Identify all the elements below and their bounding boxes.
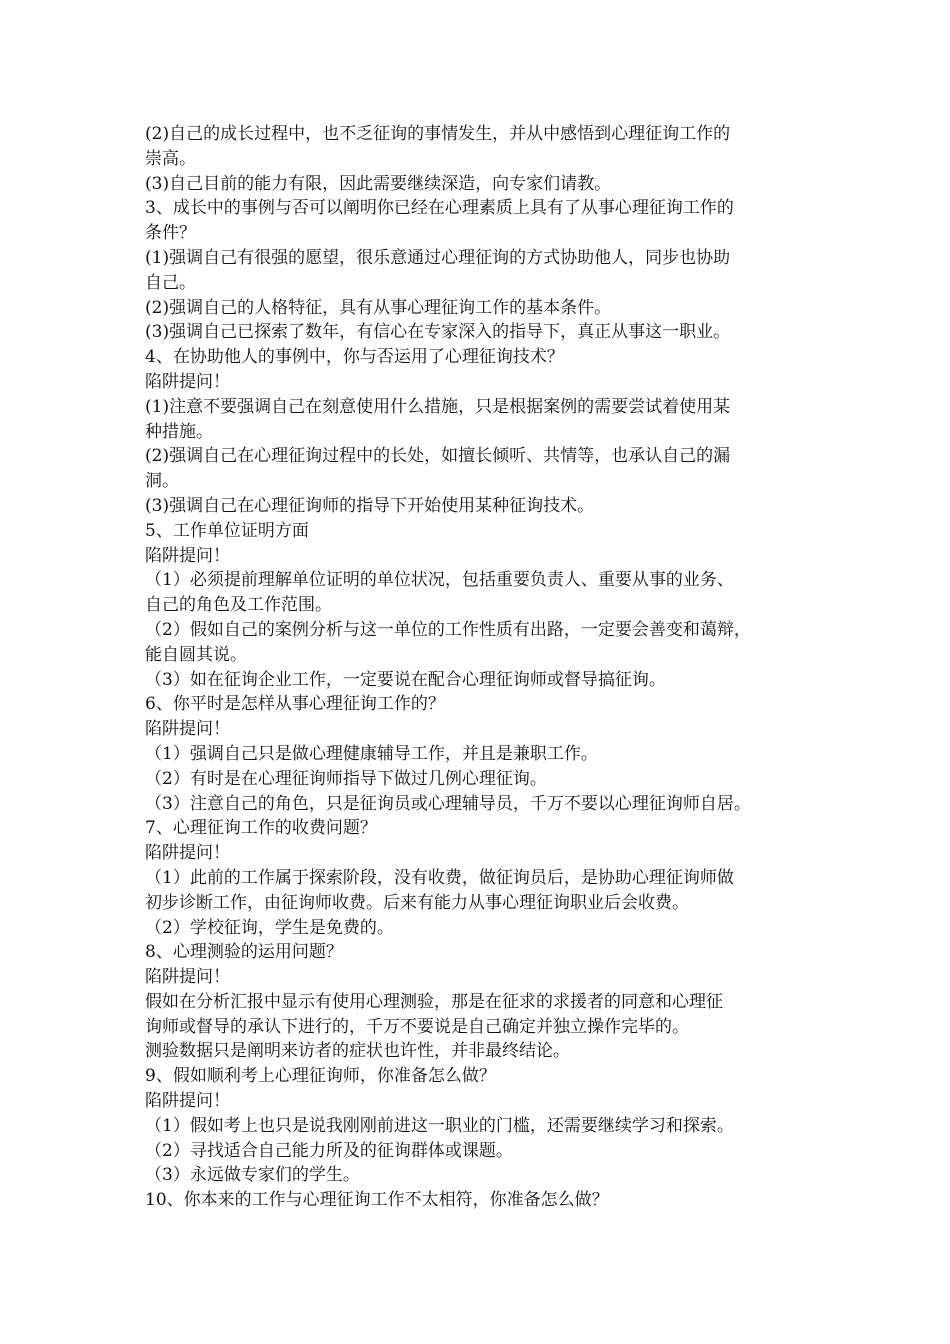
- text-line: (3)强调自己已探索了数年，有信心在专家深入的指导下，真正从事这一职业。: [145, 322, 731, 343]
- text-line: 初步诊断工作，由征询师收费。后来有能力从事心理征询职业后会收费。: [145, 892, 689, 913]
- text-line: 陷阱提问！: [145, 371, 230, 392]
- text-line: （2）学校征询，学生是免费的。: [145, 917, 394, 938]
- text-line: （2）假如自己的案例分析与这一单位的工作性质有出路，一定要会善变和蔼辩，: [145, 619, 751, 640]
- text-line: 6、你平时是怎样从事心理征询工作的？: [145, 694, 445, 715]
- text-line: (2)自己的成长过程中，也不乏征询的事情发生，并从中感悟到心理征询工作的: [145, 124, 731, 144]
- text-line: （1）此前的工作属于探索阶段，没有收费，做征询员后，是协助心理征询师做: [145, 867, 734, 888]
- document-body: [145, 122, 817, 1213]
- text-line: 自己的角色及工作范围。: [145, 595, 332, 616]
- text-line: （1）强调自己只是做心理健康辅导工作，并且是兼职工作。: [145, 743, 598, 764]
- text-line: 崇高。: [145, 148, 196, 169]
- text-line: 陷阱提问！: [145, 719, 230, 740]
- text-line: （3）注意自己的角色，只是征询员或心理辅导员，千万不要以心理征询师自居。: [145, 793, 751, 814]
- text-line: (2)强调自己在心理征询过程中的长处，如擅长倾听、共情等，也承认自己的漏: [145, 446, 731, 467]
- text-line: 陷阱提问！: [145, 843, 230, 864]
- text-line: 3、成长中的事例与否可以阐明你已经在心理素质上具有了从事心理征询工作的: [145, 198, 734, 219]
- text-line: （1）假如考上也只是说我刚刚前进这一职业的门槛，还需要继续学习和探索。: [145, 1115, 734, 1136]
- text-line: 陷阱提问！: [145, 1091, 230, 1112]
- text-line: 自己。: [145, 272, 196, 293]
- text-line: 能自圆其说。: [145, 644, 247, 665]
- text-line: 4、在协助他人的事例中，你与否运用了心理征询技术？: [145, 347, 564, 368]
- text-line: （1）必须提前理解单位证明的单位状况，包括重要负责人、重要从事的业务、: [145, 570, 734, 591]
- text-line: 条件？: [145, 223, 196, 244]
- text-line: 种措施。: [145, 421, 213, 442]
- text-line: (3)自己目前的能力有限，因此需要继续深造，向专家们请教。: [145, 173, 612, 194]
- text-line: 10、你本来的工作与心理征询工作不太相符，你准备怎么做？: [145, 1190, 609, 1211]
- text-line: 陷阱提问！: [145, 967, 230, 988]
- text-line: （3）如在征询企业工作，一定要说在配合心理征询师或督导搞征询。: [145, 669, 666, 690]
- text-line: 陷阱提问！: [145, 545, 230, 566]
- text-line: 测验数据只是阐明来访者的症状也许性，并非最终结论。: [145, 1041, 570, 1062]
- text-line: 7、心理征询工作的收费问题？: [145, 818, 377, 839]
- text-line: 9、假如顺利考上心理征询师，你准备怎么做？: [145, 1066, 496, 1087]
- text-line: （3）永远做专家们的学生。: [145, 1165, 360, 1186]
- text-line: 洞。: [145, 471, 179, 492]
- text-line: 假如在分析汇报中显示有使用心理测验，那是在征求的求援者的同意和心理征: [145, 991, 723, 1012]
- text-line: 5、工作单位证明方面: [145, 520, 309, 541]
- text-line: 8、心理测验的运用问题？: [145, 942, 343, 963]
- text-line: (3)强调自己在心理征询师的指导下开始使用某种征询技术。: [145, 495, 595, 516]
- text-line: （2）寻找适合自己能力所及的征询群体或课题。: [145, 1140, 513, 1161]
- text-line: 询师或督导的承认下进行的，千万不要说是自己确定并独立操作完毕的。: [145, 1016, 689, 1037]
- text-line: (1)注意不要强调自己在刻意使用什么措施，只是根据案例的需要尝试着使用某: [145, 396, 731, 417]
- text-line: （2）有时是在心理征询师指导下做过几例心理征询。: [145, 768, 547, 789]
- text-line: (2)强调自己的人格特征，具有从事心理征询工作的基本条件。: [145, 297, 612, 318]
- text-line: (1)强调自己有很强的愿望，很乐意通过心理征询的方式协助他人，同步也协助: [145, 247, 731, 268]
